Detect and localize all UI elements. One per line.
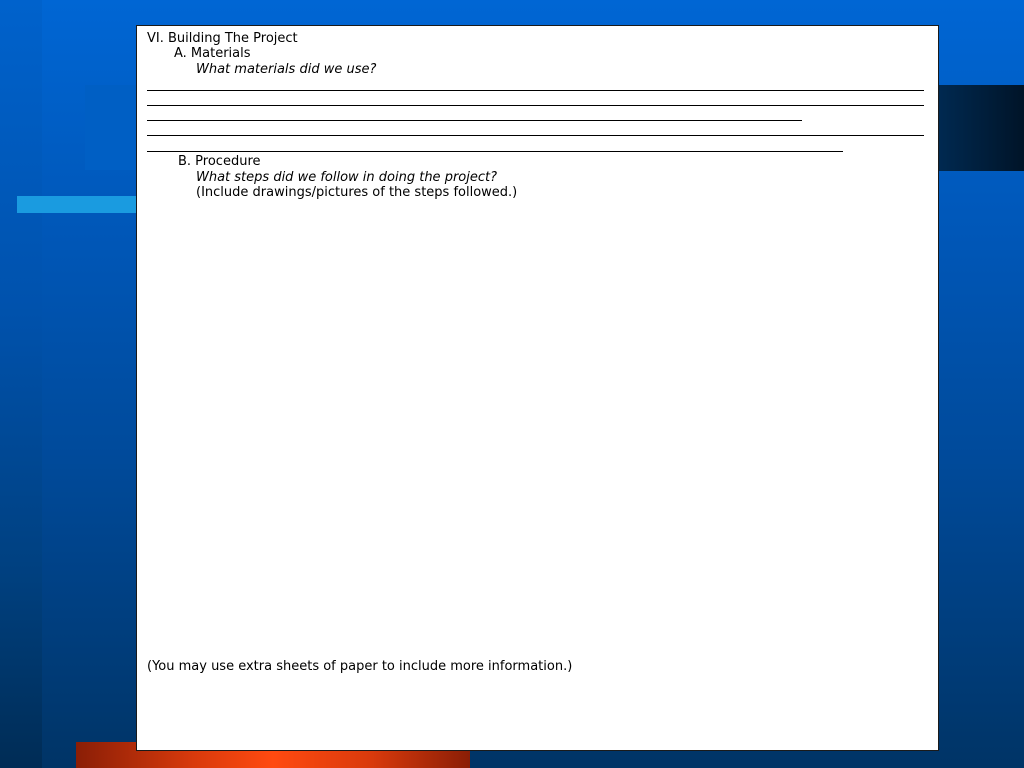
- answer-line-1: [147, 90, 924, 91]
- materials-heading: A. Materials: [174, 46, 251, 61]
- answer-line-5: [147, 151, 843, 152]
- worksheet-page: [136, 25, 939, 751]
- background-left-strip: [0, 0, 42, 768]
- footer-note: (You may use extra sheets of paper to include more information.): [147, 659, 573, 674]
- procedure-prompt: What steps did we follow in doing the project?: [196, 170, 497, 185]
- procedure-note: (Include drawings/pictures of the steps followed.): [196, 185, 518, 200]
- procedure-heading: B. Procedure: [178, 154, 261, 169]
- section-title: VI. Building The Project: [147, 31, 298, 46]
- materials-prompt: What materials did we use?: [196, 62, 377, 77]
- answer-line-4: [147, 135, 924, 136]
- answer-line-2: [147, 105, 924, 106]
- background-cyan-bar: [17, 196, 142, 213]
- answer-line-3: [147, 120, 802, 121]
- background-dark-block: [936, 85, 1024, 171]
